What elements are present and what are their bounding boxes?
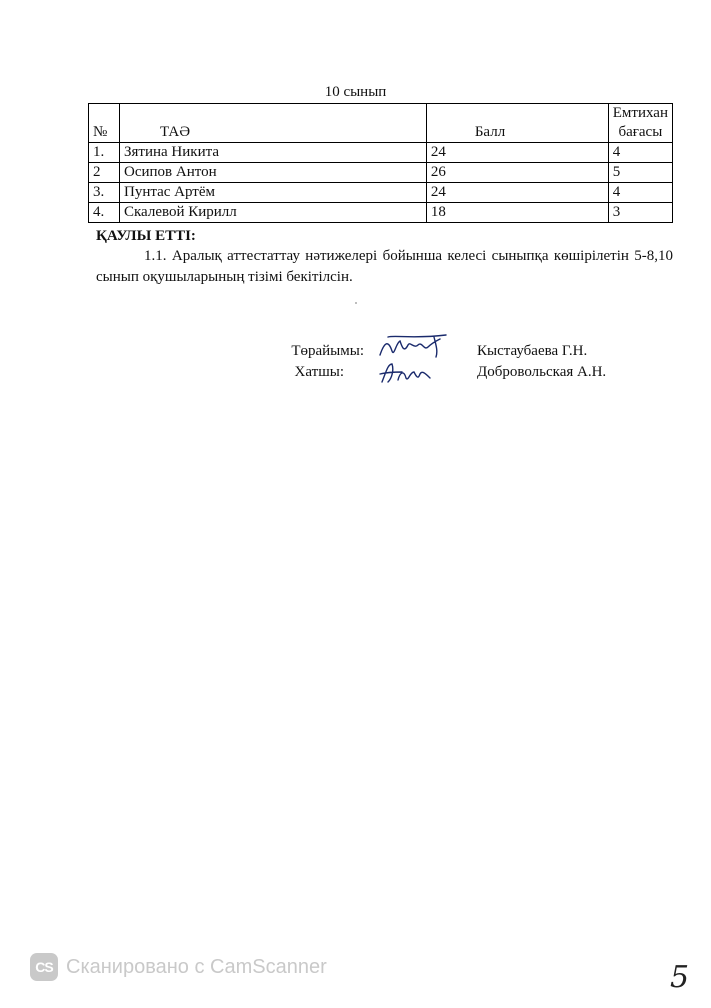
table-row — [89, 203, 673, 223]
cell-name: Зятина Никита — [119, 143, 426, 163]
chair-signature-image — [374, 333, 454, 361]
cell-name: Скалевой Кирилл — [119, 203, 426, 223]
secretary-role-label: Хатшы: — [294, 364, 344, 380]
table-row — [89, 163, 673, 183]
cell-number: 3. — [89, 183, 120, 203]
scan-speck — [355, 302, 357, 304]
cell-grade: 4 — [608, 143, 672, 163]
cell-grade: 3 — [608, 203, 672, 223]
resolved-heading: ҚАУЛЫ ЕТТІ: — [96, 228, 196, 244]
secretary-signature-row — [0, 364, 711, 386]
secretary-signature-image — [374, 360, 438, 386]
secretary-name: Добровольская А.Н. — [477, 364, 607, 380]
camscanner-logo-icon: CS — [30, 953, 58, 981]
table-row — [89, 183, 673, 203]
cell-grade: 4 — [608, 183, 672, 203]
table-header-row — [89, 104, 673, 143]
grades-table — [88, 103, 673, 223]
cell-number: 4. — [89, 203, 120, 223]
cell-score: 18 — [426, 203, 608, 223]
cell-name: Пунтас Артём — [119, 183, 426, 203]
header-exam-grade: Емтихан бағасы — [608, 104, 672, 143]
cell-number: 2 — [89, 163, 120, 183]
camscanner-watermark-text: Сканировано с CamScanner — [66, 955, 327, 978]
chair-role-label: Төрайымы: — [291, 343, 364, 359]
class-title: 10 сынып — [324, 84, 387, 100]
header-score: Балл — [426, 104, 608, 143]
cell-name: Осипов Антон — [119, 163, 426, 183]
header-number: № — [89, 104, 120, 143]
cell-score: 24 — [426, 183, 608, 203]
header-name: ТАӘ — [119, 104, 426, 143]
chair-signature-row — [0, 343, 711, 365]
resolution-paragraph: 1.1. Аралық аттестаттау нәтижелері бойынша келесі сыныпқа көшірілетін 5-8,10 сынып оқушыларының тізімі бекітілсін. — [96, 248, 673, 285]
cell-score: 24 — [426, 143, 608, 163]
camscanner-watermark — [30, 952, 327, 982]
table-row — [89, 143, 673, 163]
cell-number: 1. — [89, 143, 120, 163]
cell-score: 26 — [426, 163, 608, 183]
page-number: 5 — [670, 960, 690, 995]
cell-grade: 5 — [608, 163, 672, 183]
chair-name: Кыстаубаева Г.Н. — [477, 343, 588, 359]
